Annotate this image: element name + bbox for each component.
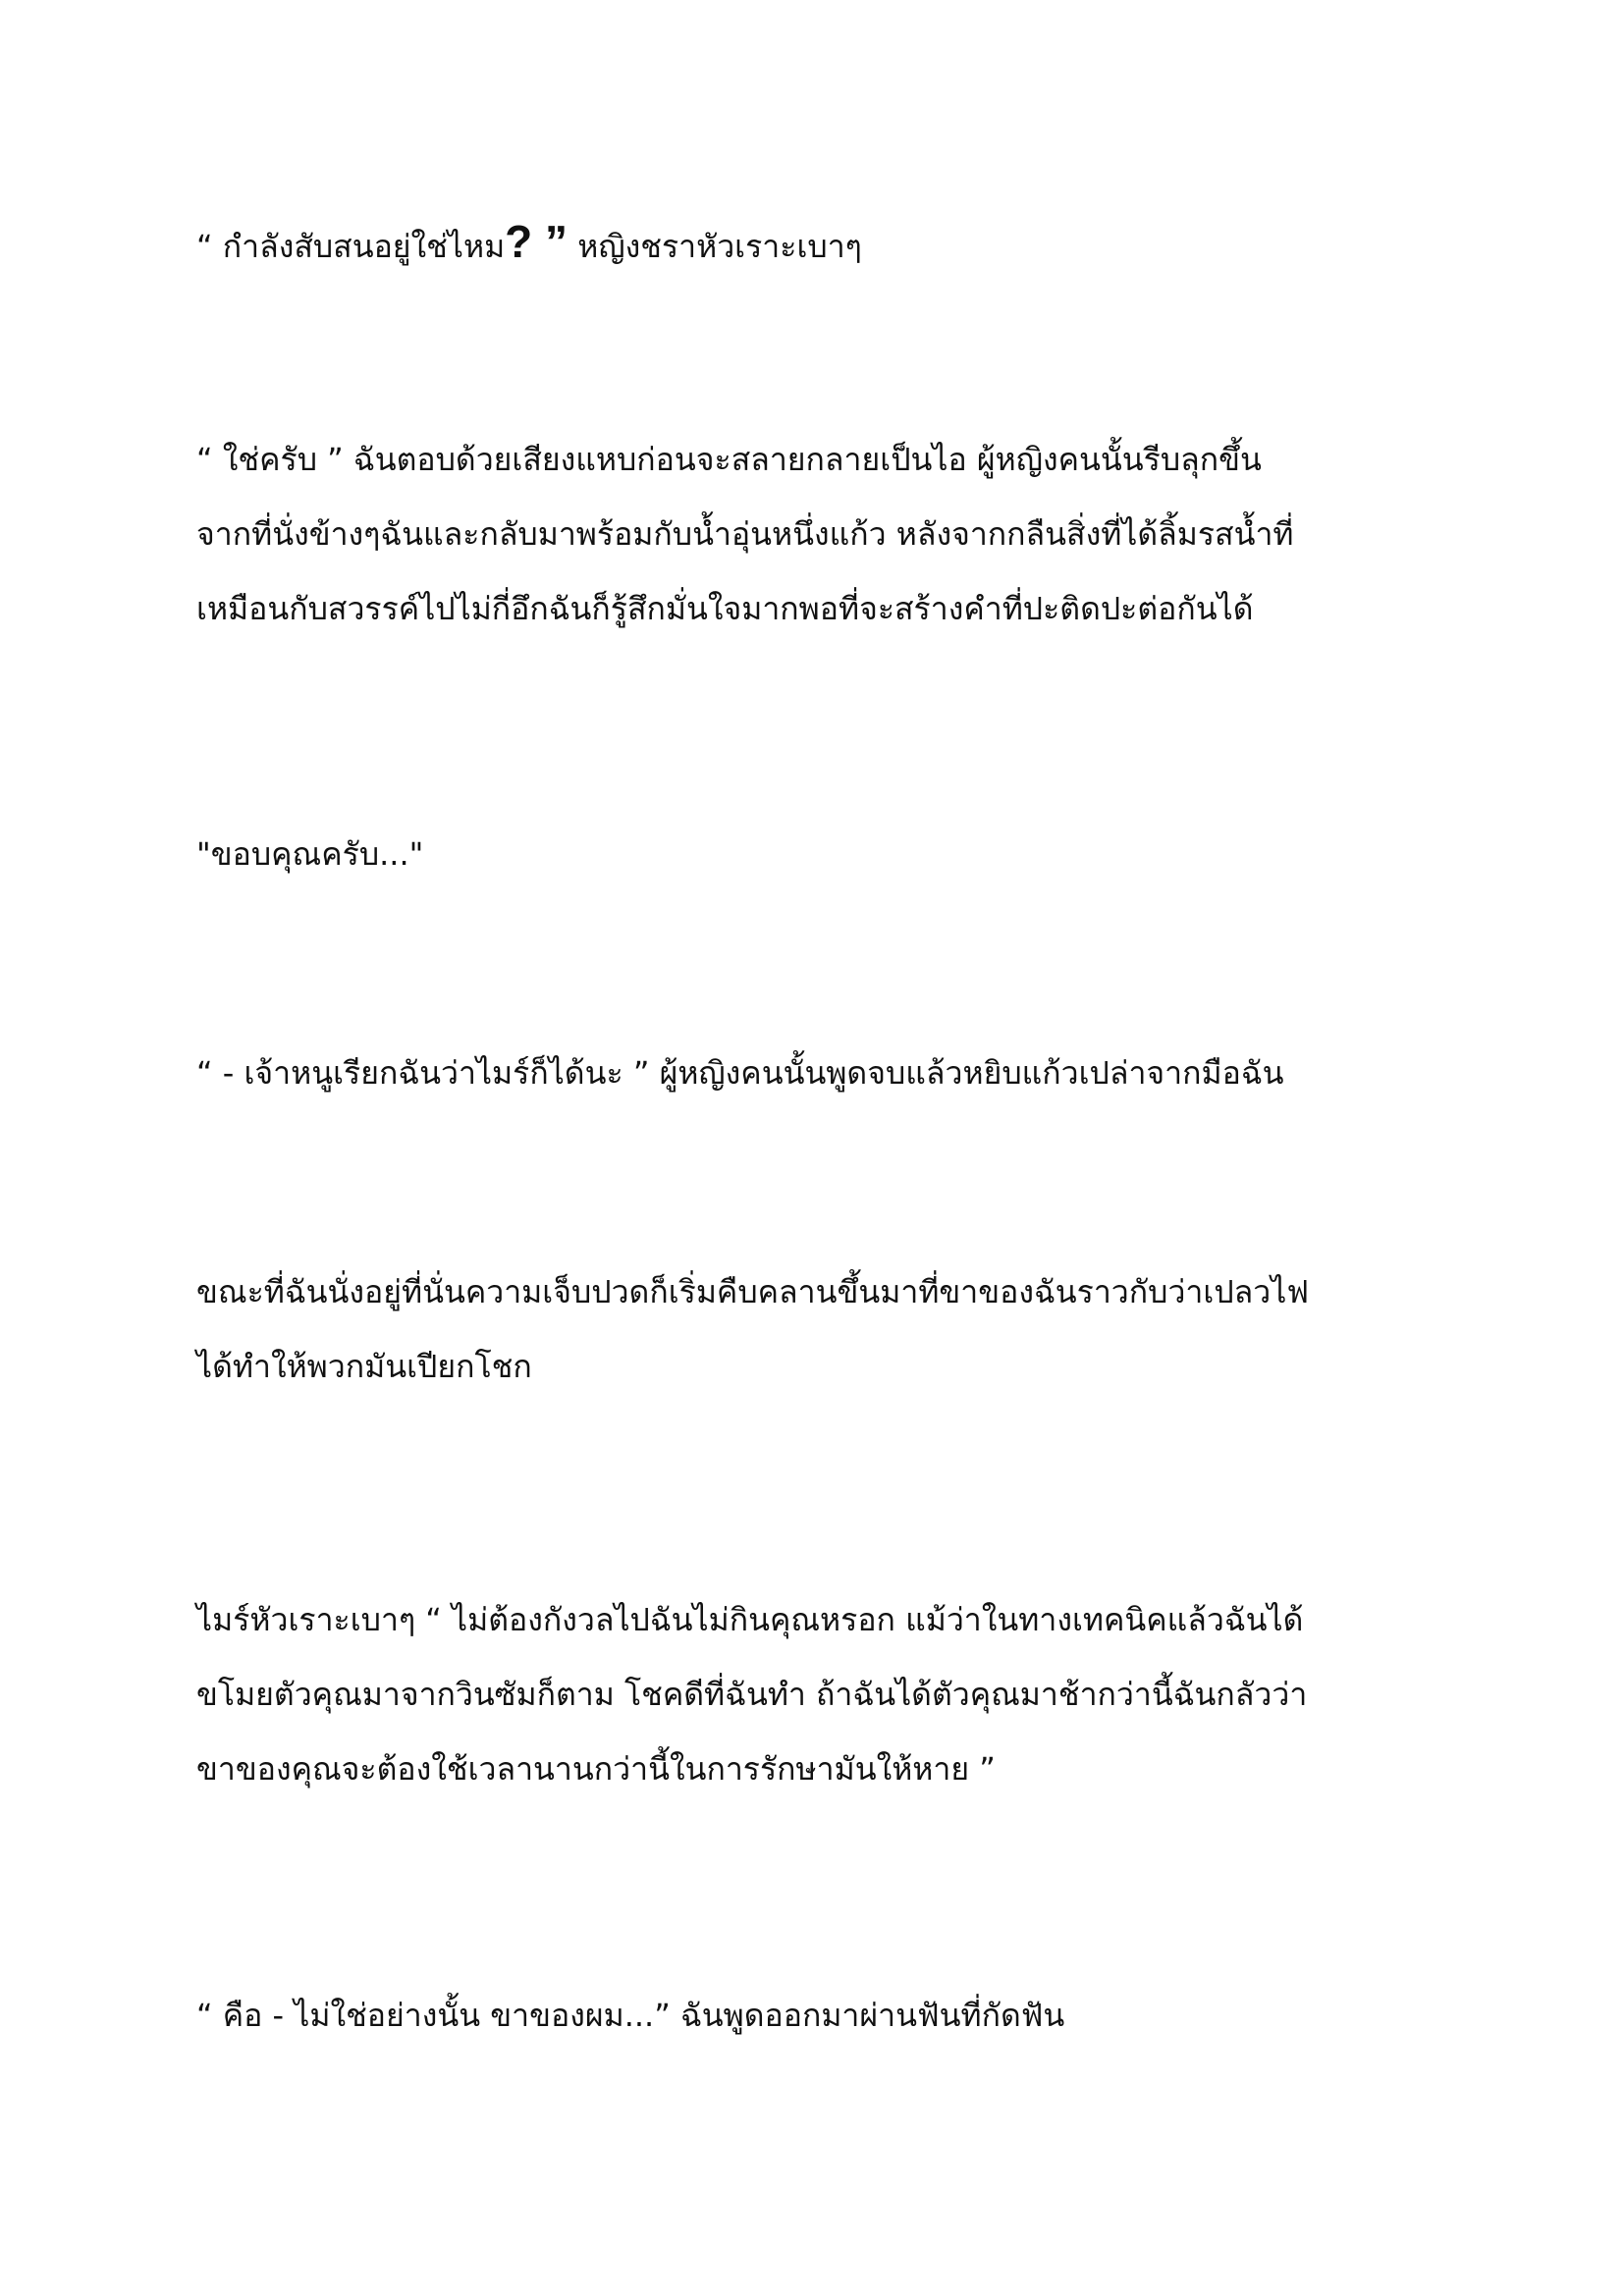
paragraph-1 — [196, 204, 1473, 284]
emphasized-punctuation: ? ” — [505, 216, 568, 267]
paragraph-3 — [196, 817, 1473, 891]
text-run: “ กำลังสับสนอยู่ใช่ไหม — [196, 228, 506, 265]
paragraph-5 — [196, 1255, 1473, 1404]
paragraph-6 — [196, 1582, 1473, 1806]
text-line: เหมือนกับสวรรค์ไปไม่กี่อึกฉันก็รู้สึกมั่นใจมากพอที่จะสร้างคำที่ปะติดปะต่อกันได้ — [196, 590, 1254, 627]
text-line: ขาของคุณจะต้องใช้เวลานานกว่านี้ในการรักษามันให้หาย ” — [196, 1750, 996, 1788]
paragraph-2 — [196, 422, 1473, 646]
text-line: ขณะที่ฉันนั่งอยู่ที่นั่นความเจ็บปวดก็เริ่มคืบคลานขึ้นมาที่ขาของฉันราวกับว่าเปลวไฟ — [196, 1273, 1309, 1310]
text-line: ได้ทำให้พวกมันเปียกโชก — [196, 1348, 532, 1385]
text-line: "ขอบคุณครับ..." — [196, 835, 424, 873]
text-line: จากที่นั่งข้างๆฉันและกลับมาพร้อมกับน้ำอุ่นหนึ่งแก้ว หลังจากกลืนสิ่งที่ได้ลิ้มรสน้ำที่ — [196, 515, 1294, 553]
text-line: ไมร์หัวเราะเบาๆ “ ไม่ต้องกังวลไปฉันไม่กินคุณหรอก แม้ว่าในทางเทคนิคแล้วฉันได้ — [196, 1601, 1304, 1638]
text-run: หญิงชราหัวเราะเบาๆ — [568, 228, 862, 265]
text-line: “ ใช่ครับ ” ฉันตอบด้วยเสียงแหบก่อนจะสลายกลายเป็นไอ ผู้หญิงคนนั้นรีบลุกขึ้น — [196, 441, 1262, 478]
text-line — [196, 204, 1473, 284]
paragraph-7 — [196, 1978, 1473, 2053]
text-line: “ คือ - ไม่ใช่อย่างนั้น ขาของผม...” ฉันพูดออกมาผ่านฟันที่กัดฟัน — [196, 1997, 1065, 2034]
text-line: ขโมยตัวคุณมาจากวินซัมก็ตาม โชคดีที่ฉันทำ ถ้าฉันได้ตัวคุณมาช้ากว่านี้ฉันกลัวว่า — [196, 1676, 1308, 1713]
text-line: “ - เจ้าหนูเรียกฉันว่าไมร์ก็ได้นะ ” ผู้หญิงคนนั้นพูดจบแล้วหยิบแก้วเปล่าจากมือฉัน — [196, 1054, 1284, 1092]
paragraph-4 — [196, 1036, 1473, 1110]
